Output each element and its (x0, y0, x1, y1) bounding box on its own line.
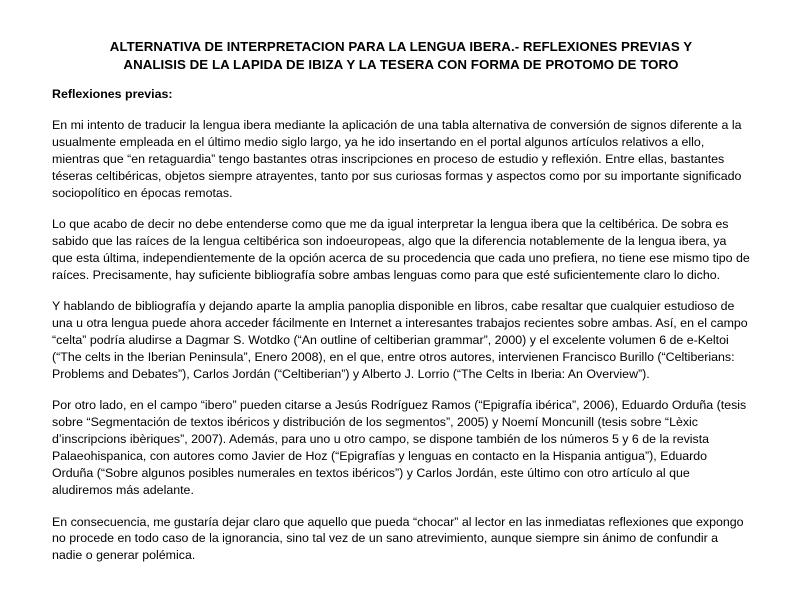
paragraph-4: Por otro lado, en el campo “ibero” pueden citarse a Jesús Rodríguez Ramos (“Epigrafía ibérica”, 2006), Eduardo Orduña (tesis sobre “Segmentación de textos ibéricos y distribución de los segmentos”, 2005) y Noemí Moncunill (tesis sobre “Lèxic d’inscripcions ibèriques”, 2007). Además, para uno u otro campo, se dispone también de los números 5 y 6 de la revista Palaeohispanica, con autores como Javier de Hoz (“Epigrafías y lenguas en contacto en la Hispania antigua”), Eduardo Orduña (“Sobre algunos posibles numerales en textos ibéricos”) y Carlos Jordán, este último con otro artículo al que aludiremos más adelante. (52, 398, 747, 497)
document-title-line-1: ALTERNATIVA DE INTERPRETACION PARA LA LENGUA IBERA.- REFLEXIONES PREVIAS Y (109, 39, 693, 54)
document-title (52, 38, 750, 74)
document-title-line-2: ANALISIS DE LA LAPIDA DE IBIZA Y LA TESERA CON FORMA DE PROTOMO DE TORO (123, 57, 679, 72)
section-heading: Reflexiones previas: (52, 87, 173, 101)
paragraph-2: Lo que acabo de decir no debe entenderse como que me da igual interpretar la lengua ibera que la celtibérica. De sobra es sabido que las raíces de la lengua celtibérica son indoeuropeas, algo que la diferencia notablemente de la lengua ibera, ya que esta última, independientemente de la opción acerca de su procedencia que cada uno prefiera, no tiene ese mismo tipo de raíces. Precisamente, hay suficiente bibliografía sobre ambas lenguas como para que esté suficientemente claro lo dicho. (52, 217, 750, 282)
paragraph-3: Y hablando de bibliografía y dejando aparte la amplia panoplia disponible en libros, cabe resaltar que cualquier estudioso de una u otra lengua puede ahora acceder fácilmente en Internet a interesantes trabajos recientes sobre ambas. Así, en el campo “celta” podría aludirse a Dagmar S. Wotdko (“An outline of celtiberian grammar”, 2000) y el excelente volumen 6 de e-Keltoi (“The celts in the Iberian Peninsula”, Enero 2008), en el que, entre otros autores, intervienen Francisco Burillo (“Celtiberians: Problems and Debates”), Carlos Jordán (“Celtiberian”) y Alberto J. Lorrio (“The Celts in Iberia: An Overview”). (52, 299, 748, 381)
paragraph-5: En consecuencia, me gustaría dejar claro que aquello que pueda “chocar” al lector en las inmediatas reflexiones que expongo no procede en todo caso de la ignorancia, sino tal vez de un sano atrevimiento, aunque siempre sin ánimo de confundir a nadie o generar polémica. (52, 514, 744, 563)
paragraph-1: En mi intento de traducir la lengua ibera mediante la aplicación de una tabla alternativa de conversión de signos diferente a la usualmente empleada en el último medio siglo largo, ya he ido insertando en el portal algunos artículos relativos a ello, mientras que “en retaguardia” tengo bastantes otras inscripciones en proceso de estudio y reflexión. Entre ellas, bastantes téseras celtibéricas, objetos siempre atrayentes, tanto por sus curiosas formas y aspectos como por su importante significado sociopolítico en épocas remotas. (52, 118, 742, 200)
